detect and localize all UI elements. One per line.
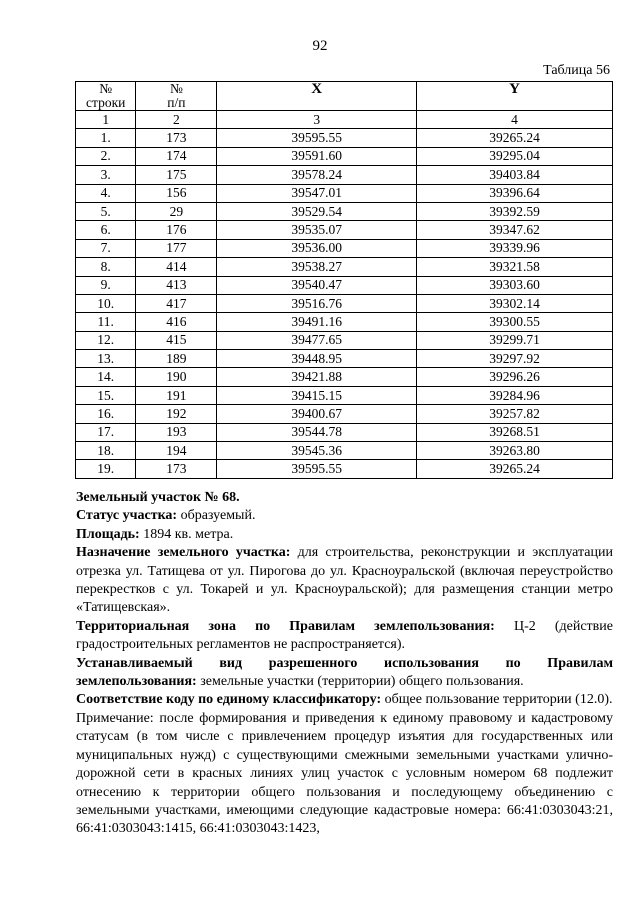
code-value: общее пользование территории (12.0). — [381, 692, 613, 708]
x-coordinate-cell: 39547.01 — [217, 184, 417, 202]
plot-description — [76, 489, 613, 839]
point-number-cell: 417 — [136, 294, 217, 312]
x-coordinate-cell: 39535.07 — [217, 221, 417, 239]
index-row — [76, 111, 613, 129]
x-coordinate-cell: 39448.95 — [217, 350, 417, 368]
index-cell: 2 — [136, 111, 217, 129]
header-point-number — [136, 82, 217, 111]
index-cell: 3 — [217, 111, 417, 129]
point-number-cell: 193 — [136, 423, 217, 441]
code-label: Соответствие коду по единому классификатору: — [76, 692, 382, 708]
y-coordinate-cell: 39268.51 — [417, 423, 613, 441]
header-x: X — [217, 82, 417, 111]
plot-note: Примечание: после формирования и приведения к единому правовому и кадастровому статусам (в том числе с привлечением процедур изъятия для государственных или муниципальных нужд) с существующими смежными земельными участками улично-дорожной сети в красных линиях улиц участок с условным номером 68 подлежит отнесению к территории общего пользования и последующему объединению с земельными участками, имеющими следующие кадастровые номера: 66:41:0303043:21, 66:41:0303043:1415, 66:41:0303043:1423, — [76, 710, 613, 837]
plot-title — [76, 489, 613, 507]
use-label: Устанавливаемый вид разрешенного использования по Правилам землепользования: — [76, 655, 613, 690]
table-row — [76, 423, 613, 441]
point-number-cell: 176 — [136, 221, 217, 239]
row-number-cell: 7. — [76, 239, 136, 257]
y-coordinate-cell: 39347.62 — [417, 221, 613, 239]
y-coordinate-cell: 39284.96 — [417, 386, 613, 404]
y-coordinate-cell: 39392.59 — [417, 202, 613, 220]
zone-value: Ц-2 (действие градостроительных регламентов не распространяется). — [76, 618, 613, 653]
y-coordinate-cell: 39296.26 — [417, 368, 613, 386]
point-number-cell: 192 — [136, 405, 217, 423]
x-coordinate-cell: 39400.67 — [217, 405, 417, 423]
row-number-cell: 15. — [76, 386, 136, 404]
y-coordinate-cell: 39295.04 — [417, 147, 613, 165]
table-row — [76, 460, 613, 478]
x-coordinate-cell: 39491.16 — [217, 313, 417, 331]
table-row — [76, 147, 613, 165]
point-number-cell: 413 — [136, 276, 217, 294]
point-number-cell: 173 — [136, 460, 217, 478]
point-number-cell: 415 — [136, 331, 217, 349]
x-coordinate-cell: 39591.60 — [217, 147, 417, 165]
point-number-cell: 416 — [136, 313, 217, 331]
row-number-cell: 3. — [76, 166, 136, 184]
status-value: образуемый. — [177, 508, 256, 524]
x-coordinate-cell: 39529.54 — [217, 202, 417, 220]
row-number-cell: 1. — [76, 129, 136, 147]
header-row-number-line1: № — [99, 81, 113, 96]
x-coordinate-cell: 39536.00 — [217, 239, 417, 257]
row-number-cell: 13. — [76, 350, 136, 368]
point-number-cell: 189 — [136, 350, 217, 368]
row-number-cell: 16. — [76, 405, 136, 423]
point-number-cell: 194 — [136, 442, 217, 460]
area-value: 1894 кв. метра. — [139, 526, 234, 542]
table-row — [76, 442, 613, 460]
row-number-cell: 6. — [76, 221, 136, 239]
plot-status — [76, 507, 613, 525]
x-coordinate-cell: 39516.76 — [217, 294, 417, 312]
index-cell: 1 — [76, 111, 136, 129]
y-coordinate-cell: 39257.82 — [417, 405, 613, 423]
x-coordinate-cell: 39421.88 — [217, 368, 417, 386]
zone-label: Территориальная зона по Правилам землепользования: — [76, 618, 495, 634]
point-number-cell: 156 — [136, 184, 217, 202]
x-coordinate-cell: 39540.47 — [217, 276, 417, 294]
table-row — [76, 239, 613, 257]
x-coordinate-cell: 39578.24 — [217, 166, 417, 184]
plot-title-text: Земельный участок № 68. — [76, 490, 240, 505]
purpose-label: Назначение земельного участка: — [76, 545, 291, 561]
point-number-cell: 173 — [136, 129, 217, 147]
plot-use — [76, 655, 613, 692]
table-row — [76, 184, 613, 202]
table-row — [76, 276, 613, 294]
plot-code — [76, 691, 613, 709]
y-coordinate-cell: 39302.14 — [417, 294, 613, 312]
point-number-cell: 414 — [136, 258, 217, 276]
x-coordinate-cell: 39538.27 — [217, 258, 417, 276]
use-value: земельные участки (территории) общего пользования. — [196, 674, 524, 690]
table-row — [76, 368, 613, 386]
y-coordinate-cell: 39339.96 — [417, 239, 613, 257]
table-body — [76, 111, 613, 479]
point-number-cell: 177 — [136, 239, 217, 257]
row-number-cell: 19. — [76, 460, 136, 478]
row-number-cell: 5. — [76, 202, 136, 220]
point-number-cell: 190 — [136, 368, 217, 386]
point-number-cell: 175 — [136, 166, 217, 184]
row-number-cell: 12. — [76, 331, 136, 349]
header-row-number — [76, 82, 136, 111]
header-row-number-line2: строки — [86, 95, 126, 110]
y-coordinate-cell: 39299.71 — [417, 331, 613, 349]
table-row — [76, 294, 613, 312]
y-coordinate-cell: 39396.64 — [417, 184, 613, 202]
table-row — [76, 221, 613, 239]
purpose-value: для строительства, реконструкции и эксплуатации отрезка ул. Татищева от ул. Пирогова до ул. Красноуральской (включая переустройство перекрестков с ул. Токарей и ул. Красноуральской); для размещения станции метро «Татищевская». — [76, 545, 614, 616]
row-number-cell: 17. — [76, 423, 136, 441]
table-row — [76, 313, 613, 331]
x-coordinate-cell: 39595.55 — [217, 129, 417, 147]
table-row — [76, 386, 613, 404]
table-row — [76, 258, 613, 276]
point-number-cell: 191 — [136, 386, 217, 404]
row-number-cell: 9. — [76, 276, 136, 294]
x-coordinate-cell: 39477.65 — [217, 331, 417, 349]
status-label: Статус участка: — [76, 508, 178, 524]
plot-zone — [76, 618, 613, 655]
plot-area — [76, 526, 613, 544]
y-coordinate-cell: 39265.24 — [417, 129, 613, 147]
row-number-cell: 8. — [76, 258, 136, 276]
table-row — [76, 350, 613, 368]
row-number-cell: 18. — [76, 442, 136, 460]
index-cell: 4 — [417, 111, 613, 129]
table-caption: Таблица 56 — [543, 63, 610, 78]
point-number-cell: 29 — [136, 202, 217, 220]
table-row — [76, 202, 613, 220]
row-number-cell: 4. — [76, 184, 136, 202]
row-number-cell: 10. — [76, 294, 136, 312]
y-coordinate-cell: 39263.80 — [417, 442, 613, 460]
y-coordinate-cell: 39403.84 — [417, 166, 613, 184]
point-number-cell: 174 — [136, 147, 217, 165]
page-number: 92 — [312, 38, 328, 54]
table-row — [76, 166, 613, 184]
row-number-cell: 2. — [76, 147, 136, 165]
x-coordinate-cell: 39595.55 — [217, 460, 417, 478]
x-coordinate-cell: 39544.78 — [217, 423, 417, 441]
plot-purpose — [76, 544, 613, 618]
x-coordinate-cell: 39415.15 — [217, 386, 417, 404]
y-coordinate-cell: 39321.58 — [417, 258, 613, 276]
x-coordinate-cell: 39545.36 — [217, 442, 417, 460]
y-coordinate-cell: 39265.24 — [417, 460, 613, 478]
table-row — [76, 331, 613, 349]
area-label: Площадь: — [76, 526, 140, 542]
header-point-number-line1: № — [169, 81, 183, 96]
y-coordinate-cell: 39297.92 — [417, 350, 613, 368]
header-point-number-line2: п/п — [167, 95, 186, 110]
table-row — [76, 129, 613, 147]
y-coordinate-cell: 39300.55 — [417, 313, 613, 331]
coordinates-table — [75, 81, 613, 479]
table-row — [76, 405, 613, 423]
y-coordinate-cell: 39303.60 — [417, 276, 613, 294]
row-number-cell: 11. — [76, 313, 136, 331]
row-number-cell: 14. — [76, 368, 136, 386]
header-y: Y — [417, 82, 613, 111]
